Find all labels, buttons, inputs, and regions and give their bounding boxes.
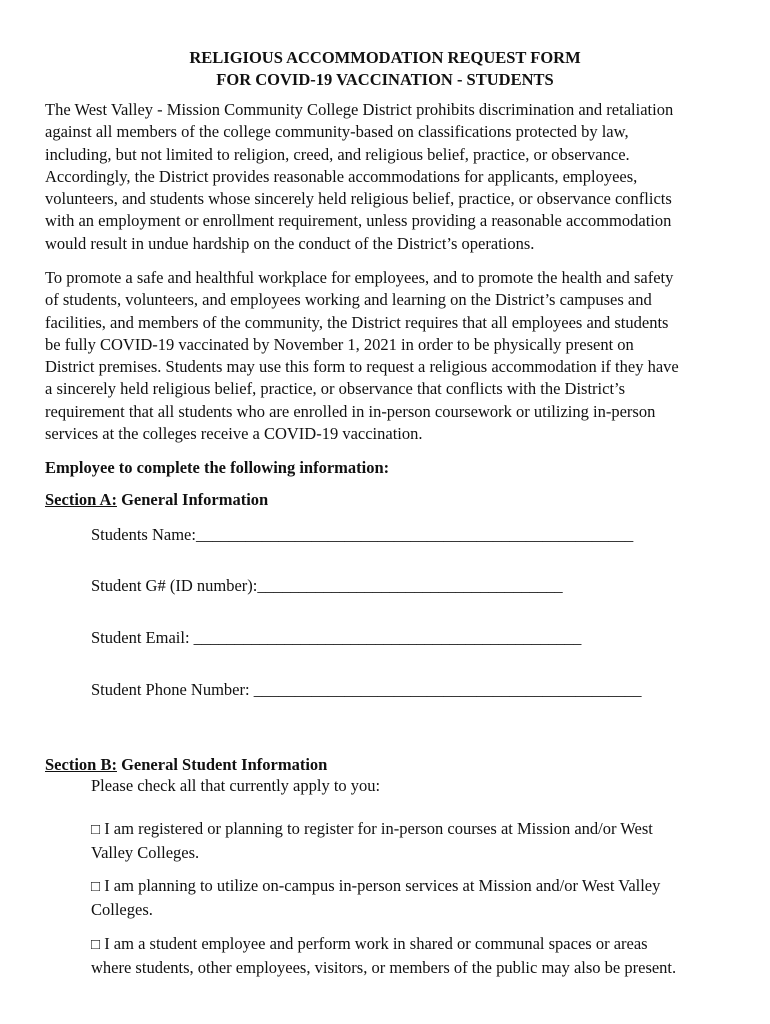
section-a-heading: [45, 490, 268, 510]
section-a-title: General Information: [116, 490, 269, 509]
text-line: Accordingly, the District provides reasonable accommodations for applicants, employees,: [45, 166, 638, 186]
option-text: I am a student employee and perform work in shared or communal spaces or areas: [104, 934, 648, 953]
section-a-label: Section A:: [45, 490, 117, 509]
student-email-field[interactable]: Student Email: _______________________________________________: [91, 628, 582, 647]
form-title-line-2: FOR COVID-19 VACCINATION - STUDENTS: [216, 70, 554, 89]
text-line: against all members of the college community-based on classifications protected by law,: [45, 122, 629, 142]
section-b-title: General Student Information: [116, 755, 328, 774]
checkbox-icon[interactable]: □: [91, 879, 101, 895]
option-text: where students, other employees, visitors, or members of the public may also be present.: [91, 957, 677, 977]
option-text: I am planning to utilize on-campus in-person services at Mission and/or West Valley: [104, 876, 661, 895]
text-line: including, but not limited to religion, creed, and religious belief, practice, or observance.: [45, 144, 630, 164]
option-text: I am registered or planning to register for in-person courses at Mission and/or West: [104, 819, 653, 838]
text-line: would result in undue hardship on the conduct of the District’s operations.: [45, 233, 535, 253]
option-text: Valley Colleges.: [91, 842, 200, 862]
checkbox-option-on-campus-services[interactable]: [91, 875, 731, 920]
checkbox-option-student-employee[interactable]: [91, 933, 731, 978]
student-id-field[interactable]: Student G# (ID number):_____________________________________: [91, 576, 563, 595]
text-line: To promote a safe and healthful workplace for employees, and to promote the health and safety: [45, 268, 674, 287]
form-title-line-1: RELIGIOUS ACCOMMODATION REQUEST FORM: [189, 48, 581, 67]
student-phone-field[interactable]: Student Phone Number: _______________________________________________: [91, 680, 642, 699]
instruction-heading: Employee to complete the following information:: [45, 458, 390, 477]
text-line: volunteers, and students whose sincerely held religious belief, practice, or observance conflicts: [45, 189, 672, 209]
checkbox-option-in-person-courses[interactable]: [91, 818, 731, 863]
text-line: of students, volunteers, and employees working and learning on the District’s campuses and: [45, 290, 652, 310]
section-b-label: Section B:: [45, 755, 117, 774]
checkbox-icon[interactable]: □: [91, 937, 101, 953]
text-line: The West Valley - Mission Community College District prohibits discrimination and retaliation: [45, 100, 674, 119]
text-line: District premises. Students may use this form to request a religious accommodation if they have: [45, 357, 679, 377]
text-line: be fully COVID-19 vaccinated by November 1, 2021 in order to be physically present on: [45, 334, 634, 354]
text-line: services at the colleges receive a COVID-19 vaccination.: [45, 424, 423, 444]
purpose-paragraph: [45, 267, 725, 445]
option-text: Colleges.: [91, 899, 153, 919]
text-line: requirement that all students who are enrolled in in-person coursework or utilizing in-person: [45, 401, 656, 421]
text-line: a sincerely held religious belief, practice, or observance that conflicts with the District’s: [45, 379, 626, 399]
section-b-heading: [45, 755, 327, 775]
student-name-field[interactable]: Students Name:_____________________________________________________: [91, 525, 634, 544]
text-line: facilities, and members of the community, the District requires that all employees and students: [45, 312, 669, 332]
intro-paragraph: [45, 99, 725, 255]
checkbox-icon[interactable]: □: [91, 822, 101, 838]
text-line: with an employment or enrollment requirement, unless providing a reasonable accommodation: [45, 211, 672, 231]
section-b-prompt: Please check all that currently apply to you:: [91, 776, 381, 795]
